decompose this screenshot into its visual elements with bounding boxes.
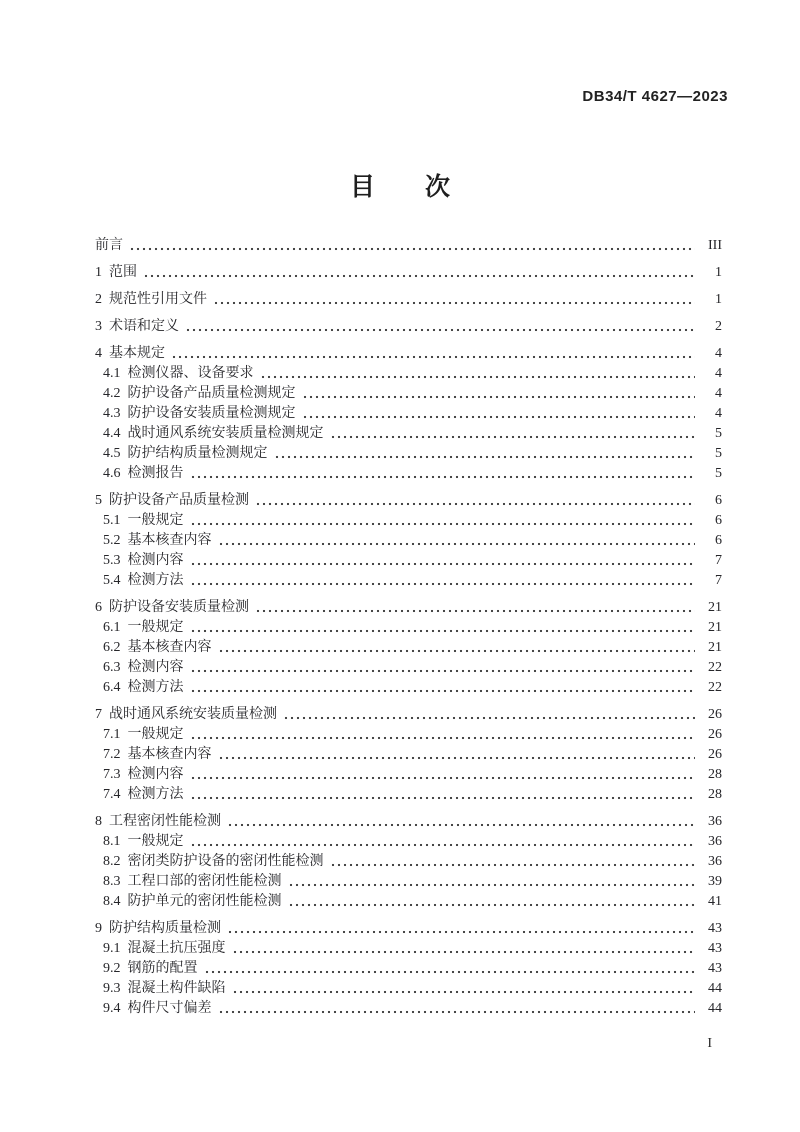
toc-entry[interactable]	[95, 872, 722, 892]
toc-entry[interactable]	[95, 384, 722, 404]
toc-entry[interactable]	[95, 424, 722, 444]
toc-entry-page: 21	[708, 600, 722, 615]
toc-entry-page: 26	[708, 747, 722, 762]
toc-entry-label: 防护设备产品质量检测	[109, 493, 249, 508]
toc-entry-page: 43	[708, 921, 722, 936]
toc-entry[interactable]	[95, 939, 722, 959]
toc-entry-page: 36	[708, 854, 722, 869]
toc-entry-number: 5.1	[103, 513, 121, 528]
toc-entry-number: 8.3	[103, 874, 121, 889]
toc-entry[interactable]	[95, 290, 722, 310]
toc-entry[interactable]	[95, 236, 722, 256]
toc-entry-number: 6.2	[103, 640, 121, 655]
toc-entry-label: 基本核查内容	[127, 640, 212, 655]
toc-entry-label: 钢筋的配置	[127, 961, 198, 976]
toc-entry-page: 5	[715, 466, 722, 481]
toc-entry-number: 7.4	[103, 787, 121, 802]
page-title: 目 次	[349, 173, 450, 201]
toc-entry-label: 防护设备安装质量检测	[109, 600, 249, 615]
toc-entry-page: 22	[708, 660, 722, 675]
toc-entry-number: 6.4	[103, 680, 121, 695]
dot-leader	[227, 919, 695, 939]
dot-leader	[190, 658, 696, 678]
toc-entry-page: 21	[708, 640, 722, 655]
dot-leader	[190, 551, 696, 571]
dot-leader	[190, 785, 696, 805]
toc-entry[interactable]	[95, 638, 722, 658]
toc-entry-number: 7.1	[103, 727, 121, 742]
toc-entry[interactable]	[95, 852, 722, 872]
toc-entry[interactable]	[95, 344, 722, 364]
toc-entry-page: 28	[708, 767, 722, 782]
dot-leader	[218, 638, 696, 658]
dot-leader	[302, 384, 696, 404]
toc-entry-number: 9.4	[103, 1001, 121, 1016]
toc-entry-number: 9.1	[103, 941, 121, 956]
toc-entry-label: 基本核查内容	[127, 747, 212, 762]
toc-entry-number: 6.1	[103, 620, 121, 635]
toc-entry-label: 检测方法	[127, 573, 184, 588]
toc-entry-label: 防护结构质量检测规定	[127, 446, 268, 461]
dot-leader	[190, 765, 696, 785]
toc-entry-page: 43	[708, 941, 722, 956]
toc-entry-number: 6.3	[103, 660, 121, 675]
toc-entry-page: III	[708, 238, 722, 253]
dot-leader	[227, 812, 695, 832]
toc-entry-page: 21	[708, 620, 722, 635]
toc-entry-page: 6	[715, 533, 722, 548]
toc-entry-number: 4	[95, 346, 102, 361]
toc-entry-page: 1	[715, 292, 722, 307]
toc-entry[interactable]	[95, 618, 722, 638]
toc-entry[interactable]	[95, 464, 722, 484]
toc-entry[interactable]	[95, 979, 722, 999]
toc-entry[interactable]	[95, 765, 722, 785]
toc-entry-page: 4	[715, 386, 722, 401]
toc-entry[interactable]	[95, 404, 722, 424]
dot-leader	[302, 404, 696, 424]
toc-entry-number: 4.1	[103, 366, 121, 381]
toc-entry-label: 范围	[109, 265, 137, 280]
toc-entry[interactable]	[95, 919, 722, 939]
footer-page-number: I	[707, 1036, 712, 1051]
toc-entry-number: 7.3	[103, 767, 121, 782]
toc-entry-label: 防护设备产品质量检测规定	[127, 386, 296, 401]
toc-entry-label: 构件尺寸偏差	[127, 1001, 212, 1016]
dot-leader	[218, 999, 696, 1019]
dot-leader	[190, 464, 696, 484]
toc-entry-number: 2	[95, 292, 102, 307]
toc-entry-number: 8.2	[103, 854, 121, 869]
toc-entry-label: 前言	[95, 238, 123, 253]
toc-entry[interactable]	[95, 785, 722, 805]
toc-entry-label: 混凝土抗压强度	[127, 941, 226, 956]
dot-leader	[204, 959, 696, 979]
dot-leader	[171, 344, 695, 364]
toc-entry-number: 7.2	[103, 747, 121, 762]
toc-entry-page: 36	[708, 834, 722, 849]
toc-list	[0, 236, 800, 1019]
toc-entry[interactable]	[95, 444, 722, 464]
toc-entry-number: 4.4	[103, 426, 121, 441]
dot-leader	[190, 678, 696, 698]
toc-entry-number: 5.2	[103, 533, 121, 548]
toc-entry-number: 5.3	[103, 553, 121, 568]
toc-entry-page: 22	[708, 680, 722, 695]
toc-entry-label: 基本规定	[109, 346, 165, 361]
toc-entry[interactable]	[95, 959, 722, 979]
dot-leader	[330, 424, 696, 444]
dot-leader	[283, 705, 695, 725]
toc-entry-label: 防护设备安装质量检测规定	[127, 406, 296, 421]
toc-entry[interactable]	[95, 491, 722, 511]
toc-entry-label: 战时通风系统安装质量检测	[109, 707, 277, 722]
toc-entry-page: 5	[715, 426, 722, 441]
toc-entry[interactable]	[95, 812, 722, 832]
toc-entry-number: 4.6	[103, 466, 121, 481]
toc-entry-number: 8.1	[103, 834, 121, 849]
dot-leader	[185, 317, 695, 337]
toc-entry-page: 5	[715, 446, 722, 461]
toc-entry-label: 基本核查内容	[127, 533, 212, 548]
dot-leader	[232, 939, 696, 959]
toc-entry-page: 39	[708, 874, 722, 889]
dot-leader	[143, 263, 695, 283]
toc-entry-label: 术语和定义	[109, 319, 179, 334]
toc-entry-number: 4.2	[103, 386, 121, 401]
toc-entry-number: 8.4	[103, 894, 121, 909]
toc-entry-label: 战时通风系统安装质量检测规定	[127, 426, 324, 441]
dot-leader	[218, 531, 696, 551]
dot-leader	[190, 725, 696, 745]
toc-entry-label: 密闭类防护设备的密闭性能检测	[127, 854, 324, 869]
toc-entry-page: 2	[715, 319, 722, 334]
toc-entry-label: 工程口部的密闭性能检测	[127, 874, 282, 889]
toc-entry-page: 36	[708, 814, 722, 829]
toc-entry[interactable]	[95, 571, 722, 591]
dot-leader	[330, 852, 696, 872]
toc-entry-page: 4	[715, 366, 722, 381]
dot-leader	[255, 491, 695, 511]
toc-entry-label: 检测方法	[127, 787, 184, 802]
dot-leader	[260, 364, 696, 384]
toc-entry-number: 1	[95, 265, 102, 280]
toc-entry[interactable]	[95, 317, 722, 337]
toc-entry[interactable]	[95, 263, 722, 283]
dot-leader	[190, 511, 696, 531]
toc-entry-page: 4	[715, 346, 722, 361]
toc-entry[interactable]	[95, 551, 722, 571]
toc-entry-page: 6	[715, 513, 722, 528]
dot-leader	[190, 571, 696, 591]
toc-entry[interactable]	[95, 999, 722, 1019]
toc-entry-label: 一般规定	[127, 834, 184, 849]
toc-entry-label: 工程密闭性能检测	[109, 814, 221, 829]
toc-entry-number: 8	[95, 814, 102, 829]
toc-entry-label: 检测内容	[127, 660, 184, 675]
toc-entry-label: 规范性引用文件	[109, 292, 207, 307]
dot-leader	[274, 444, 696, 464]
toc-entry-page: 26	[708, 707, 722, 722]
toc-entry-label: 检测方法	[127, 680, 184, 695]
toc-entry-label: 检测仪器、设备要求	[127, 366, 254, 381]
dot-leader	[255, 598, 695, 618]
toc-entry[interactable]	[95, 598, 722, 618]
toc-entry[interactable]	[95, 511, 722, 531]
toc-entry-label: 混凝土构件缺陷	[127, 981, 226, 996]
toc-entry-page: 43	[708, 961, 722, 976]
dot-leader	[288, 872, 696, 892]
dot-leader	[129, 236, 695, 256]
dot-leader	[232, 979, 696, 999]
toc-entry[interactable]	[95, 725, 722, 745]
toc-entry-label: 检测内容	[127, 767, 184, 782]
toc-entry-number: 9.2	[103, 961, 121, 976]
toc-entry-number: 9.3	[103, 981, 121, 996]
toc-entry-label: 一般规定	[127, 727, 184, 742]
document-header	[0, 0, 800, 106]
toc-entry-label: 检测内容	[127, 553, 184, 568]
toc-entry-page: 41	[708, 894, 722, 909]
toc-entry-page: 28	[708, 787, 722, 802]
toc-entry-label: 一般规定	[127, 620, 184, 635]
toc-entry[interactable]	[95, 364, 722, 384]
toc-entry-page: 44	[708, 981, 722, 996]
dot-leader	[213, 290, 695, 310]
toc-entry-label: 防护结构质量检测	[109, 921, 221, 936]
toc-entry[interactable]	[95, 531, 722, 551]
dot-leader	[190, 832, 696, 852]
toc-entry[interactable]	[95, 678, 722, 698]
toc-entry-page: 4	[715, 406, 722, 421]
toc-entry-page: 7	[715, 553, 722, 568]
dot-leader	[190, 618, 696, 638]
toc-entry-page: 26	[708, 727, 722, 742]
toc-entry[interactable]	[95, 832, 722, 852]
toc-entry-label: 防护单元的密闭性能检测	[127, 894, 282, 909]
toc-entry-number: 4.3	[103, 406, 121, 421]
toc-entry-number: 6	[95, 600, 102, 615]
toc-entry-page: 7	[715, 573, 722, 588]
dot-leader	[218, 745, 696, 765]
toc-entry-number: 5.4	[103, 573, 121, 588]
toc-entry[interactable]	[95, 745, 722, 765]
toc-entry-page: 6	[715, 493, 722, 508]
toc-entry-number: 4.5	[103, 446, 121, 461]
toc-entry-number: 5	[95, 493, 102, 508]
toc-entry-page: 1	[715, 265, 722, 280]
toc-entry-number: 7	[95, 707, 102, 722]
toc-entry-label: 检测报告	[127, 466, 184, 481]
toc-entry-number: 3	[95, 319, 102, 334]
toc-entry-label: 一般规定	[127, 513, 184, 528]
toc-entry[interactable]	[95, 658, 722, 678]
toc-entry[interactable]	[95, 705, 722, 725]
standard-number: DB34/T 4627—2023	[582, 88, 728, 105]
toc-entry[interactable]	[95, 892, 722, 912]
toc-entry-page: 44	[708, 1001, 722, 1016]
dot-leader	[288, 892, 696, 912]
toc-entry-number: 9	[95, 921, 102, 936]
